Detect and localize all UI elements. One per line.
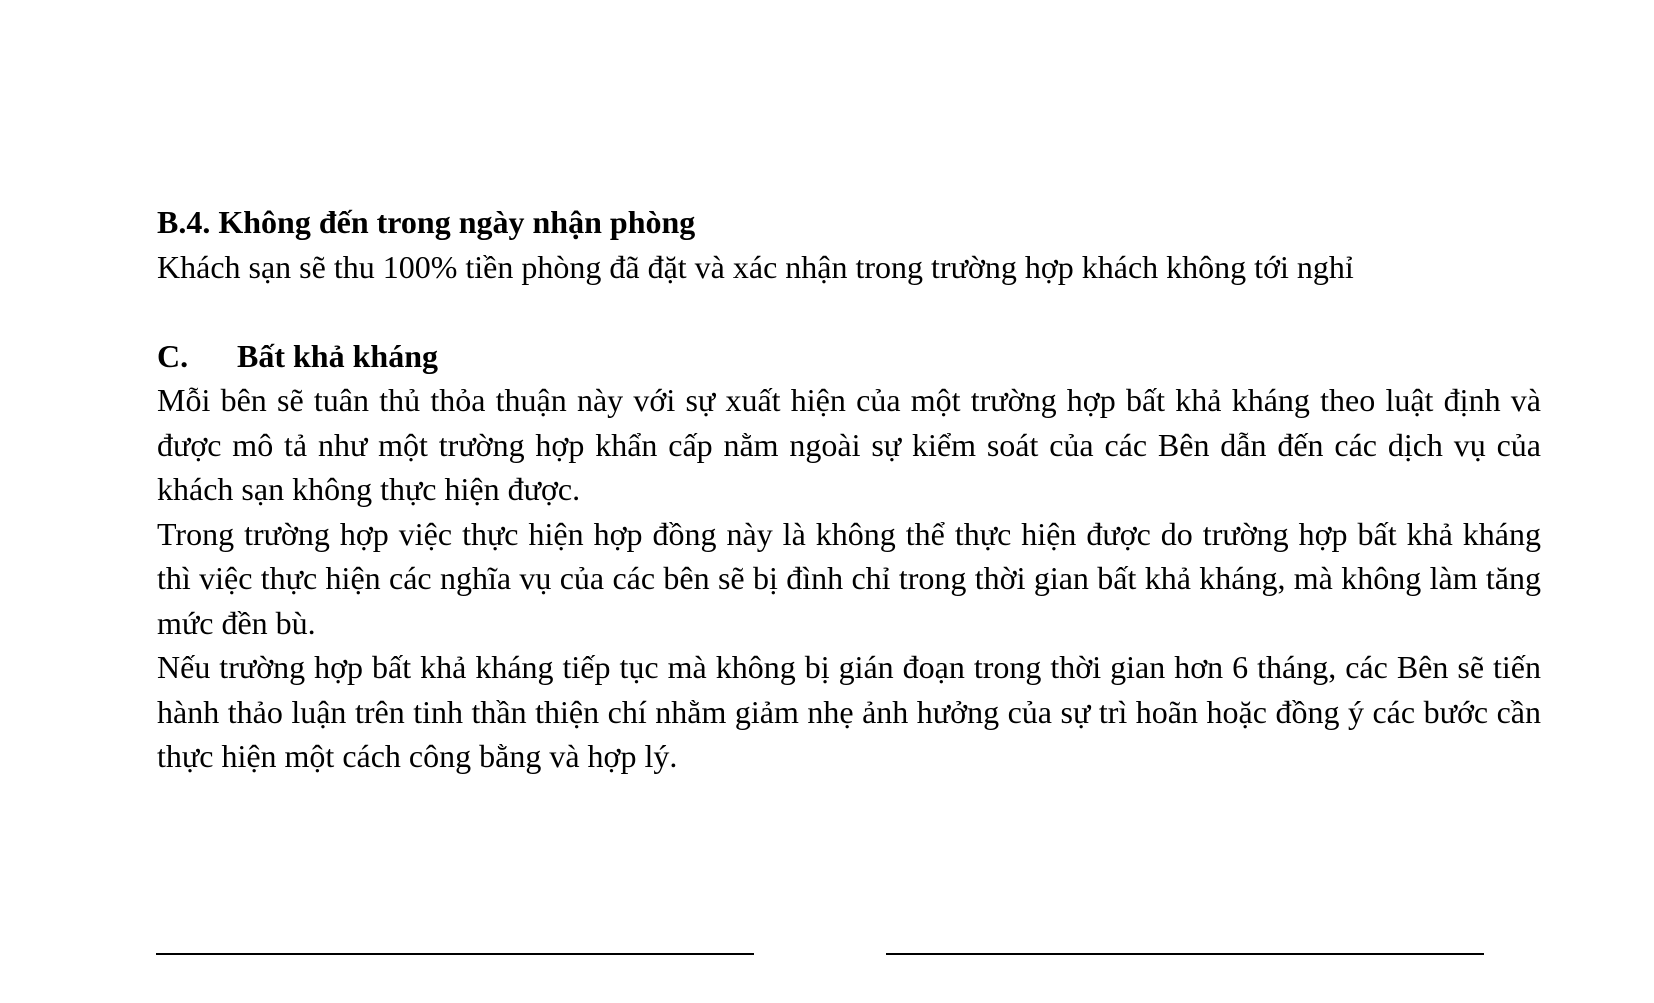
- section-c-heading: [157, 334, 1541, 379]
- section-c-paragraph-1: Mỗi bên sẽ tuân thủ thỏa thuận này với sự xuất hiện của một trường hợp bất khả kháng theo luật định và được mô tả như một trường hợp khẩn cấp nằm ngoài sự kiểm soát của các Bên dẫn đến các dịch vụ của khách sạn không thực hiện được.: [157, 382, 1541, 507]
- section-b4-heading: B.4. Không đến trong ngày nhận phòng: [157, 204, 696, 240]
- document-body: [157, 200, 1541, 779]
- section-c-paragraph-2: Trong trường hợp việc thực hiện hợp đồng này là không thể thực hiện được do trường hợp bất khả kháng thì việc thực hiện các nghĩa vụ của các bên sẽ bị đình chỉ trong thời gian bất khả kháng, mà không làm tăng mức đền bù.: [157, 515, 1541, 641]
- signature-line-left: [156, 953, 754, 955]
- section-spacer: [157, 289, 1541, 334]
- section-c-paragraph-3: Nếu trường hợp bất khả kháng tiếp tục mà không bị gián đoạn trong thời gian hơn 6 tháng, các Bên sẽ tiến hành thảo luận trên tinh thần thiện chí nhằm giảm nhẹ ảnh hưởng của sự trì hoãn hoặc đồng ý các bước cần thực hiện một cách công bằng và hợp lý.: [157, 649, 1541, 774]
- section-c-title: Bất khả kháng: [237, 337, 438, 374]
- section-c-number: C.: [157, 337, 189, 374]
- signature-line-right: [886, 953, 1484, 955]
- section-b4-text: Khách sạn sẽ thu 100% tiền phòng đã đặt và xác nhận trong trường hợp khách không tới nghỉ: [157, 248, 1354, 285]
